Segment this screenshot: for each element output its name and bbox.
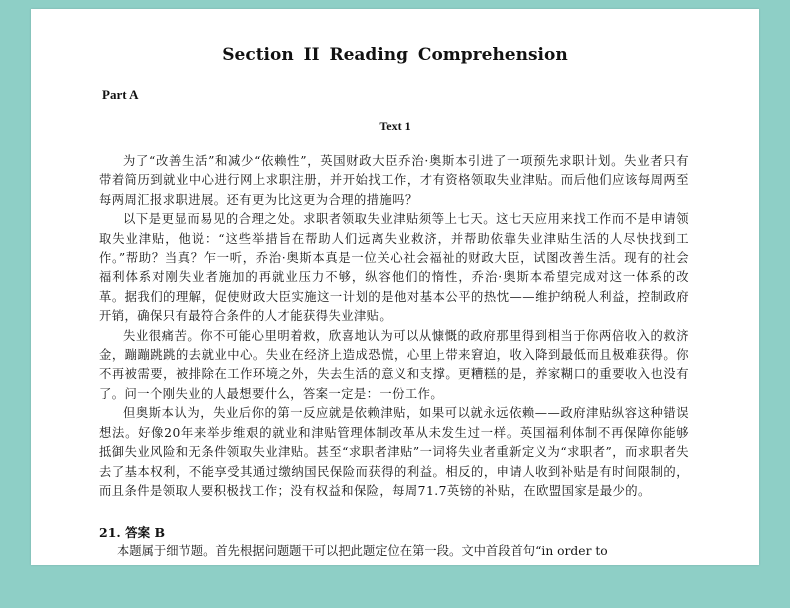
answer-label [99,523,165,541]
paragraph: 以下是更显而易见的合理之处。求职者领取失业津贴须等上七天。这七天应用来找工作而不是申请领取失业津贴，他说：“这些举措旨在帮助人们远离失业救济，并帮助依靠失业津贴生活的人尽快找到工作。”帮助？当真？乍一听，乔治·奥斯本真是一位关心社会福祉的财政大臣，试图改善生活。现有的社会福利体系对刚失业者施加的再就业压力不够，纵容他们的惰性，乔治·奥斯本希望完成对这一体系的改革。据我们的理解，促使财政大臣实施这一计划的是他对基本公平的热忱——维护纳税人利益，控制政府开销，确保只有最符合条件的人才能获得失业津贴。 [99,212,689,324]
text-title: Text 1 [379,119,411,133]
section-title: Section II Reading Comprehension [222,45,568,65]
document-page [31,9,759,565]
paragraph: 为了“改善生活”和减少“依赖性”，英国财政大臣乔治·奥斯本引进了一项预先求职计划。失业者只有带着简历到就业中心进行网上求职注册，并开始找工作，才有资格领取失业津贴。而后他们应该每周两至每两周汇报求职进展。还有更为比这更为合理的措施吗？ [99,154,689,207]
part-label: Part A [102,87,139,102]
answer-text: 21. 答案 B [99,525,166,540]
passage-body [99,152,689,501]
paragraph: 但奥斯本认为，失业后你的第一反应就是依赖津贴，如果可以就永远依赖——政府津贴纵容这种错误想法。好像20年来举步维艰的就业和津贴管理体制改革从未发生过一样。英国福利体制不再保障你能够抵御失业风险和无条件领取失业津贴。甚至“求职者津贴”一词将失业者重新定义为“求职者”，而求职者失去了基本权利，不能享受其通过缴纳国民保险而获得的利益。相反的，申请人收到补贴是有时间限制的，而且条件是领取人要积极找工作；没有权益和保险，每周71.7英镑的补贴，在欧盟国家是最少的。 [99,406,689,498]
paragraph: 失业很痛苦。你不可能心里明着救，欣喜地认为可以从慷慨的政府那里得到相当于你两倍收入的救济金，蹦蹦跳跳的去就业中心。失业在经济上造成恐慌，心里上带来窘迫，收入降到最低而且极难获得。你不再被需要，被排除在工作环境之外，失去生活的意义和支撑。更糟糕的是，养家糊口的重要收入也没有了。问一个刚失业的人最想要什么，答案一定是：一份工作。 [99,328,689,401]
answer-analysis: 本题属于细节题。首先根据问题题干可以把此题定位在第一段。文中首段首句“in order to [117,544,608,558]
